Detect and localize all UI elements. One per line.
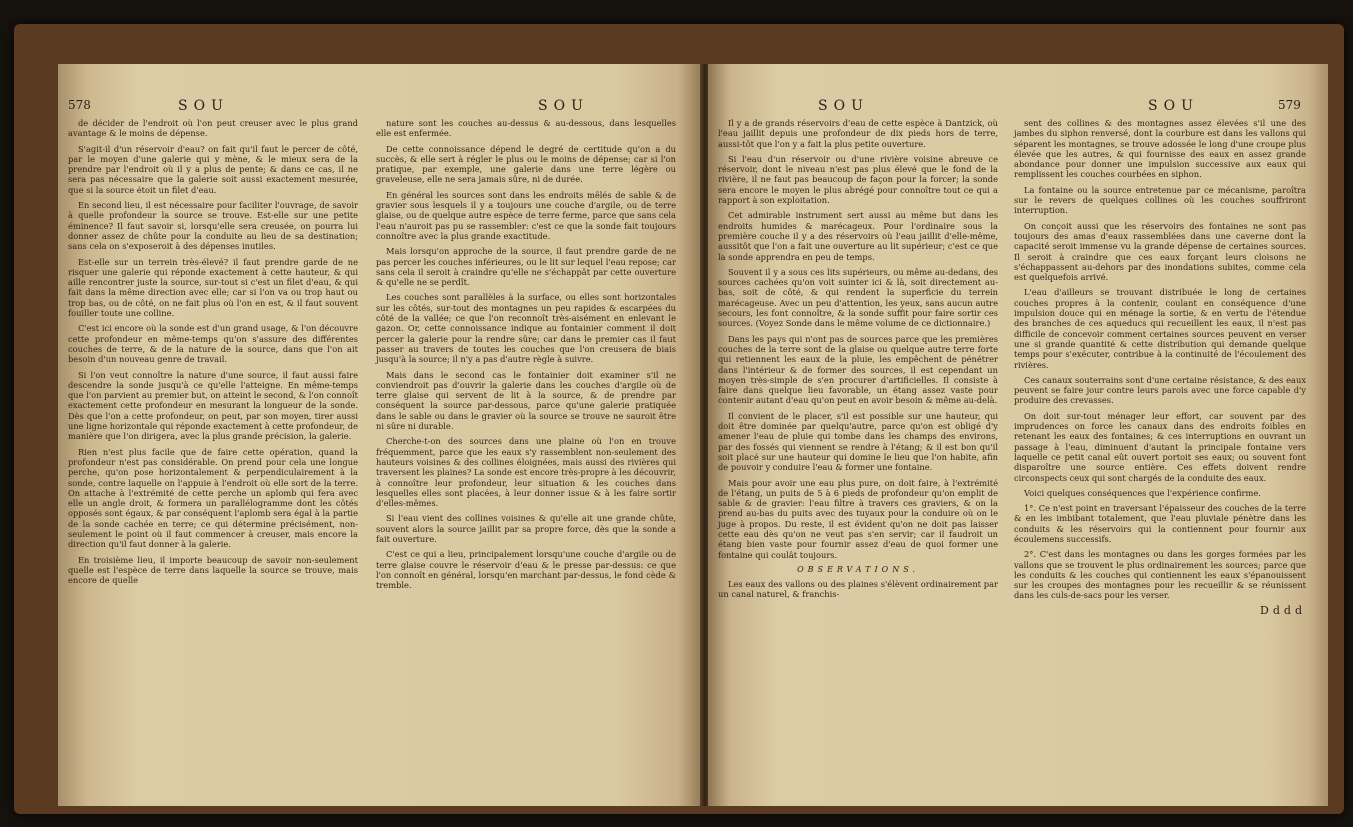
paragraph: Dans les pays qui n'ont pas de sources parce que les premières couches de la terre sont de la glaise ou quelque autre terre forte qui retiennent les eaux de la pluie, les empêchent de pénétrer dans l'intérieur & de former des sources, il est cependant un moyen très-simple de s'en procurer d'artificielles. Il consiste à faire dans quelque lieu favorable, un étang assez vaste pour contenir autant d'eau qu'on peut en avoir besoin & même au-delà. [718,333,998,406]
paragraph: On conçoit aussi que les réservoirs des fontaines ne sont pas toujours des amas d'eaux rassemblées dans une caverne dont la capacité seroit immense vu la grande dépense de certaines sources. Il seroit à craindre que ces eaux forçant leurs cloisons ne s'échappassent au-dehors par des inondations subites, comme cela est quelquefois arrivé. [1014,220,1306,283]
signature-mark: Dddd [1260,603,1306,617]
paragraph: On doit sur-tout ménager leur effort, car souvent par des imprudences on force les canaux dans des endroits foibles en retenant les eaux des fontaines; & ces interruptions en ouvrant un passage à l'eau, diminuent d'autant la principale fontaine vers laquelle ce petit canal eût ouvert portoit ses eaux; ou souvent font disparoître une source entière. Ces effets doivent rendre circonspects ceux qui sont chargés de la conduite des eaux. [1014,410,1306,483]
paragraph: Voici quelques conséquences que l'expérience confirme. [1024,487,1261,498]
paragraph: L'eau d'ailleurs se trouvant distribuée le long de certaines couches propres à la contenir, coulant en conséquence d'une impulsion douce qui en ménage la sortie, & en vertu de l'étendue des branches de ces aqueducs qui recueillent les eaux, il n'est pas difficile de concevoir comment certaines sources peuvent en verser une si grande quantité & cette distribution qui demande quelque temps pour s'exécuter, contribue à la continuité de l'écoulement des rivières. [1014,287,1306,370]
open-book [14,24,1344,814]
paragraph: Si l'eau d'un réservoir ou d'une rivière voisine abreuve ce réservoir, dont le niveau n'est pas plus élevé que le fond de la rivière, il ne faut pas beaucoup de façon pour la forcer; la sonde sera encore le moyen le plus abrégé pour connoître tout ce qui a rapport à son exploitation. [718,153,998,206]
paragraph: Si l'on veut connoître la nature d'une source, il faut aussi faire descendre la sonde jusqu'à ce qu'elle l'atteigne. En même-temps que l'on parvient au premier but, on atteint le second, & l'on connoît exactement cette profondeur en mesurant la longueur de la sonde. Dès que l'on a cette profondeur, on peut, par son moyen, tirer aussi une ligne horizontale qui réponde exactement à cette profondeur, de manière que l'on dirigera, avec la plus grande précision, la galerie. [68,369,358,442]
right-page-column-2 [1014,118,1306,616]
paragraph: de décider de l'endroit où l'on peut creuser avec le plus grand avantage & le moins de dépense. [68,118,358,139]
paragraph: Rien n'est plus facile que de faire cette opération, quand la profondeur n'est pas considérable. On prend pour cela une longue perche, qu'on pose horizontalement & perpendiculairement à la sonde, contre laquelle on l'appuie à l'endroit où elle sort de la terre. On attache à l'extrémité de cette perche un aplomb qui fera avec elle un angle droit, & formera un parallélogramme dont les côtés opposés sont égaux, & par conséquent l'aplomb sera égal à la partie de la sonde cachée en terre; ce qui détermine précisément, non-seulement le point où il faut commencer à creuser, mais encore la direction qu'il faut donner à la galerie. [68,446,358,550]
page-number: 578 [68,98,91,112]
paragraph: Il convient de le placer, s'il est possible sur une hauteur, qui doit être dominée par quelqu'autre, parce qu'on est obligé d'y amener l'eau de pluie qui tombe dans les champs des environs, par des fossés qui viennent se rendre à l'étang; & il est bon qu'il soit placé sur une hauteur qui domine le lieu que l'on habite, afin de pouvoir y conduire l'eau & former une fontaine. [718,410,998,473]
running-head-left: SOU [178,98,229,114]
paragraph: 1°. Ce n'est point en traversant l'épaisseur des couches de la terre & en les imbibant totalement, que l'eau pluviale pénètre dans les conduits & les réservoirs qui la contiennent pour fournir aux écoulemens successifs. [1014,503,1306,544]
right-page-column-1 [718,118,998,605]
paragraph: Cet admirable instrument sert aussi au même but dans les endroits humides & marécageux. Pour l'ordinaire sous la première couche il y a des réservoirs où l'eau jaillit d'elle-même, aussitôt que l'on a fait une ouverture au lit supérieur; c'est ce que la sonde apprendra en peu de temps. [718,210,998,262]
paragraph: En troisième lieu, il importe beaucoup de savoir non-seulement quelle est l'espèce de terre dans laquelle la source se trouve, mais encore de quelle [68,554,358,586]
paragraph: En général les sources sont dans les endroits mêlés de sable & de gravier sous lesquels il y a toujours une couche d'argile, ou de terre glaise, ou de quelque autre espèce de terre ferme, parce que sans cela l'eau n'auroit pas pu se rassembler: c'est ce que la sonde fait toujours connoître avec la plus grande exactitude. [376,189,676,241]
paragraph: Est-elle sur un terrein très-élevé? il faut prendre garde de ne risquer une galerie qui réponde exactement à cette hauteur, & qui aille rencontrer juste la source, sur-tout si c'est un filet d'eau, & qui fait dans la même direction avec elle; car si l'on va ou trop haut ou trop bas, ou de côté, on ne fait plus où l'on en est, & il faut souvent fouiller toute une colline. [68,256,358,319]
paragraph: Mais dans le second cas le fontainier doit examiner s'il ne conviendroit pas d'ouvrir la galerie dans les couches d'argile où de terre glaise qui servent de lit à la source, & de prendre par conséquent la source par-dessous, parce qu'une galerie pratiquée dans le sable ou dans le gravier où la source se trouve ne sauroit être ni sûre ni durable. [376,369,676,432]
paragraph: Mais pour avoir une eau plus pure, on doit faire, à l'extrémité de l'étang, un puits de 5 à 6 pieds de profondeur qu'on emplit de sable & de gravier: l'eau filtre à travers ces graviers, & on la prend au-bas du puits avec des tuyaux pour la conduire où on le juge à propos. Du reste, il est évident qu'on ne doit pas laisser cette eau dès qu'on ne veut pas s'en servir; car il faudroit un étang bien vaste pour fournir assez d'eau de quoi former une fontaine qui coulât toujours. [718,477,998,560]
right-page [708,64,1328,806]
left-page-column-2 [376,118,676,595]
paragraph: Ces canaux souterrains sont d'une certaine résistance, & des eaux peuvent se faire jour contre leurs parois avec une force capable d'y produire des crevasses. [1014,374,1306,406]
running-head-left: SOU [818,98,869,114]
paragraph: En second lieu, il est nécessaire pour faciliter l'ouvrage, de savoir à quelle profondeur la source se trouve. Est-elle sur une petite éminence? Il faut savoir si, lorsqu'elle sera creusée, on pourra lui donner assez de chûte pour la conduite au lieu de sa destination; sans cela on s'exposeroit à des dépenses inutiles. [68,200,358,252]
running-head-right: SOU [1148,98,1199,114]
page-number: 579 [1278,98,1301,112]
paragraph: De cette connoissance dépend le degré de certitude qu'on a du succès, & elle sert à régler le plus ou le moins de dépense; car si l'on pratique, par exemple, une galerie dans une terre légère ou graveleuse, elle ne sera jamais sûre, ni de durée. [376,143,676,185]
paragraph: sent des collines & des montagnes assez élevées s'il une des jambes du siphon renversé, dont la courbure est dans les vallons qui séparent les montagnes, se trouve adossée le long d'une croupe plus élevée que les autres, & qui fournisse des eaux en assez grande abondance pour donner une impulsion successive aux eaux qui remplissent les couches courbées en siphon. [1014,118,1306,180]
paragraph: Les eaux des vallons ou des plaines s'élèvent ordinairement par un canal naturel, & franchis- [718,579,998,600]
paragraph: Les couches sont parallèles à la surface, ou elles sont horizontales sur les côtés, sur-tout des montagnes un peu rapides & escarpées du côté de la vallée; ce que l'on reconnoît très-aisément en enlevant le gazon. Or, cette connoissance indique au fontainier comment il doit percer la galerie pour la rendre sûre; car dans le premier cas il faut passer au travers de toutes les couches que l'on creusera de biais jusqu'à la source; il n'y a pas d'autre règle à suivre. [376,292,676,365]
paragraph: C'est ce qui a lieu, principalement lorsqu'une couche d'argile ou de terre glaise couvre le réservoir d'eau & le presse par-dessus: ce que l'on connoît en général, lorsqu'en marchant par-dessus, le fond cède & tremble. [376,549,676,591]
paragraph: C'est ici encore où la sonde est d'un grand usage, & l'on découvre cette profondeur en même-temps qu'on s'assure des différentes couches de terre, & de la nature de la source, dans que l'on ait besoin d'un nouveau genre de travail. [68,323,358,365]
paragraph: Il y a de grands réservoirs d'eau de cette espèce à Dantzick, où l'eau jaillit depuis une profondeur de dix pieds hors de terre, aussi-tôt que l'on y a fait la plus petite ouverture. [718,118,998,149]
paragraph: 2°. C'est dans les montagnes ou dans les gorges formées par les vallons que se trouvent le plus ordinairement les sources; parce que les conduits & les couches qui contiennent les eaux s'épanouissent sur les croupes des montagnes pour les recueillir & se réunissent dans les culs-de-sacs pour les verser. [1014,549,1306,601]
left-page-column-1 [68,118,358,590]
paragraph: Souvent il y a sous ces lits supérieurs, ou même au-dedans, des sources cachées qu'on voit suinter ici & là, soit directement au-bas, soit de côté, & qui rendent la superficie du terrein marécageuse. Avec un peu d'attention, les yeux, sans aucun autre secours, les font connoître, & la sonde suffit pour faire sortir ces sources. (Voyez Sonde dans le même volume de ce dictionnaire.) [718,266,998,329]
section-heading: OBSERVATIONS. [797,564,919,574]
paragraph: Cherche-t-on des sources dans une plaine où l'on en trouve fréquemment, parce que les eaux s'y rassemblent non-seulement des hauteurs voisines & des collines éloignées, mais aussi des rivières qui traversent les plaines? La sonde est encore très-propre à les découvrir, à connoître leur profondeur, leur situation & les couches dans lesquelles elles sont placées, à leur donner issue & à les faire sortir d'elles-mêmes. [376,436,676,509]
paragraph: S'agit-il d'un réservoir d'eau? on fait qu'il faut le percer de côté, par le moyen d'une galerie qui y mène, & le mieux sera de la prendre par l'endroit où il y a plus de pente; & dans ce cas, il ne sera pas nécessaire que la galerie soit aussi exactement mesurée, que si la source étoit un filet d'eau. [68,143,358,195]
left-page [58,64,704,806]
paragraph: nature sont les couches au-dessus & au-dessous, dans lesquelles elle est enfermée. [376,118,676,139]
running-head-right: SOU [538,98,589,114]
paragraph: Mais lorsqu'on approche de la source, il faut prendre garde de ne pas percer les couches inférieures, ou le lit sur lequel l'eau repose; car sans cela il seroit à craindre qu'elle ne s'échappât par cette ouverture & qu'elle ne se perdît. [376,246,676,288]
paragraph: La fontaine ou la source entretenue par ce mécanisme, paroîtra sur le revers de quelques collines où les couches souffriront interruption. [1014,184,1306,216]
paragraph: Si l'eau vient des collines voisines & qu'elle ait une grande chûte, souvent alors la source jaillit par sa propre force, dès que la sonde a fait ouverture. [376,513,676,544]
